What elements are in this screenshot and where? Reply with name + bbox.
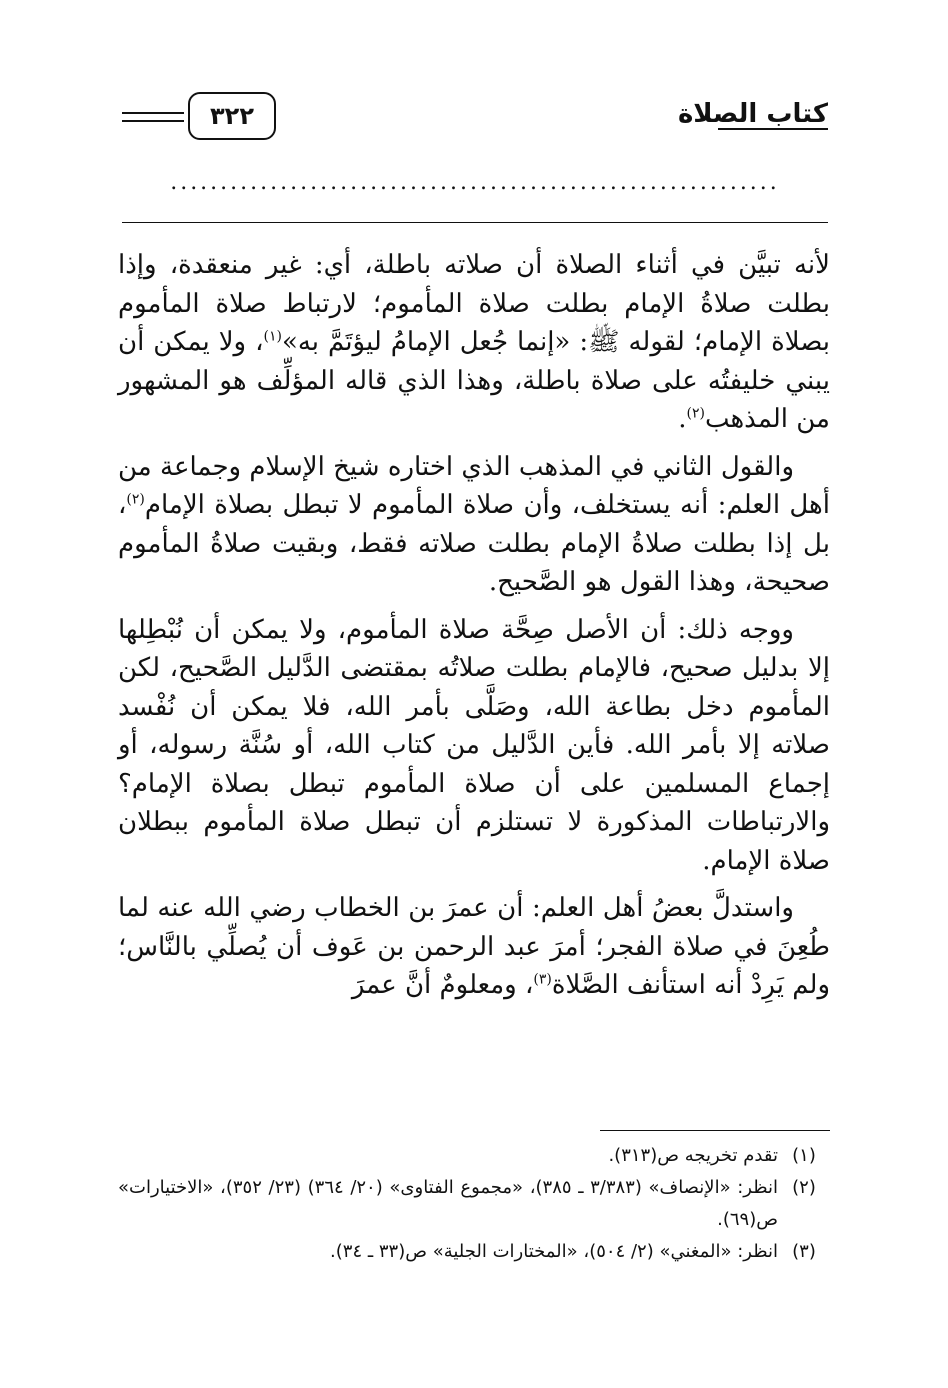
footnote-text: تقدم تخريجه ص(٣١٣). [608, 1145, 778, 1166]
title-underline [718, 128, 828, 130]
footnote-number: (١) [792, 1145, 816, 1166]
footnote [118, 1140, 830, 1172]
footnote-ref: (٢) [126, 491, 145, 508]
footnote-ref: (٢) [686, 405, 705, 422]
paragraph-1: لأنه تبيَّن في أثناء الصلاة أن صلاته باطلة، أي: غير منعقدة، وإذا بطلت صلاةُ الإمام بطلت صلاة المأموم؛ لارتباط صلاة المأموم بصلاة الإمام؛ لقوله ﷺ: «إنما جُعل الإمامُ ليؤتَمَّ به»$^{(١)}$، ولا يمكن أن يبني خليفتُه على صلاة باطلة، وهذا الذي قاله المؤلِّف هو المشهور من المذهب$^{(٢)}$. [118, 250, 831, 434]
page-header [122, 82, 828, 148]
footnote-text: انظر: «المغني» (٢/ ٥٠٤)، «المختارات الجلية» ص(٣٣ ـ ٣٤). [330, 1241, 778, 1262]
footnote-text: انظر: «الإنصاف» (٣/٣٨٣ ـ ٣٨٥)، «مجموع الفتاوى» (٢٠/ ٣٦٤) (٢٣/ ٣٥٢)، «الاختيارات» ص(٦٩). [118, 1177, 778, 1230]
dotted-separator: ............................................................. [170, 170, 780, 195]
footnote [118, 1236, 830, 1268]
paragraph-3: ووجه ذلك: أن الأصل صِحَّة صلاة المأموم، ولا يمكن أن نُبْطِلها إلا بدليل صحيح، فالإمام بطلت صلاتُه بمقتضى الدَّليل الصَّحيح، لكن المأموم دخل بطاعة الله، وصَلَّى بأمر الله، فلا يمكن أن نُفْسد صلاته إلا بأمر الله. فأين الدَّليل من كتاب الله، أو سُنَّة رسوله، أو إجماع المسلمين على أن صلاة المأموم تبطل بصلاة الإمام؟ والارتباطات المذكورة لا تستلزم أن تبطل صلاة المأموم ببطلان صلاة الإمام. [118, 614, 830, 876]
header-rule-lower [122, 120, 184, 122]
top-rule [122, 222, 828, 223]
footnote [118, 1172, 830, 1236]
footnotes [118, 1140, 830, 1268]
paragraph-2: والقول الثاني في المذهب الذي اختاره شيخ الإسلام وجماعة من أهل العلم: أنه يستخلف، وأن صلاة المأموم لا تبطل بصلاة الإمام$^{(٢)}$، بل إذا بطلت صلاةُ الإمام بطلت صلاته فقط، وبقيت صلاةُ المأموم صحيحة، وهذا القول هو الصَّحيح. [118, 451, 830, 597]
footnote-number: (٣) [792, 1241, 816, 1262]
footnote-ref: (١) [263, 328, 282, 345]
footnote-rule [600, 1130, 830, 1131]
paragraph-4: واستدلَّ بعضُ أهل العلم: أن عمرَ بن الخطاب رضي الله عنه لما طُعِنَ في صلاة الفجر؛ أمرَ عبد الرحمن بن عَوف أن يُصلِّي بالنَّاس؛ ولم يَرِدْ أنه استأنف الصَّلاة$^{(٣)}$، ومعلومٌ أنَّ عمرَ [118, 893, 830, 1000]
header-rule-upper [122, 112, 184, 114]
page-number: ٣٢٢ [188, 92, 276, 140]
footnote-number: (٢) [792, 1177, 816, 1198]
footnote-ref: (٣) [533, 971, 552, 988]
running-head-title: كتاب الصلاة [677, 99, 828, 129]
main-text [118, 246, 830, 1014]
